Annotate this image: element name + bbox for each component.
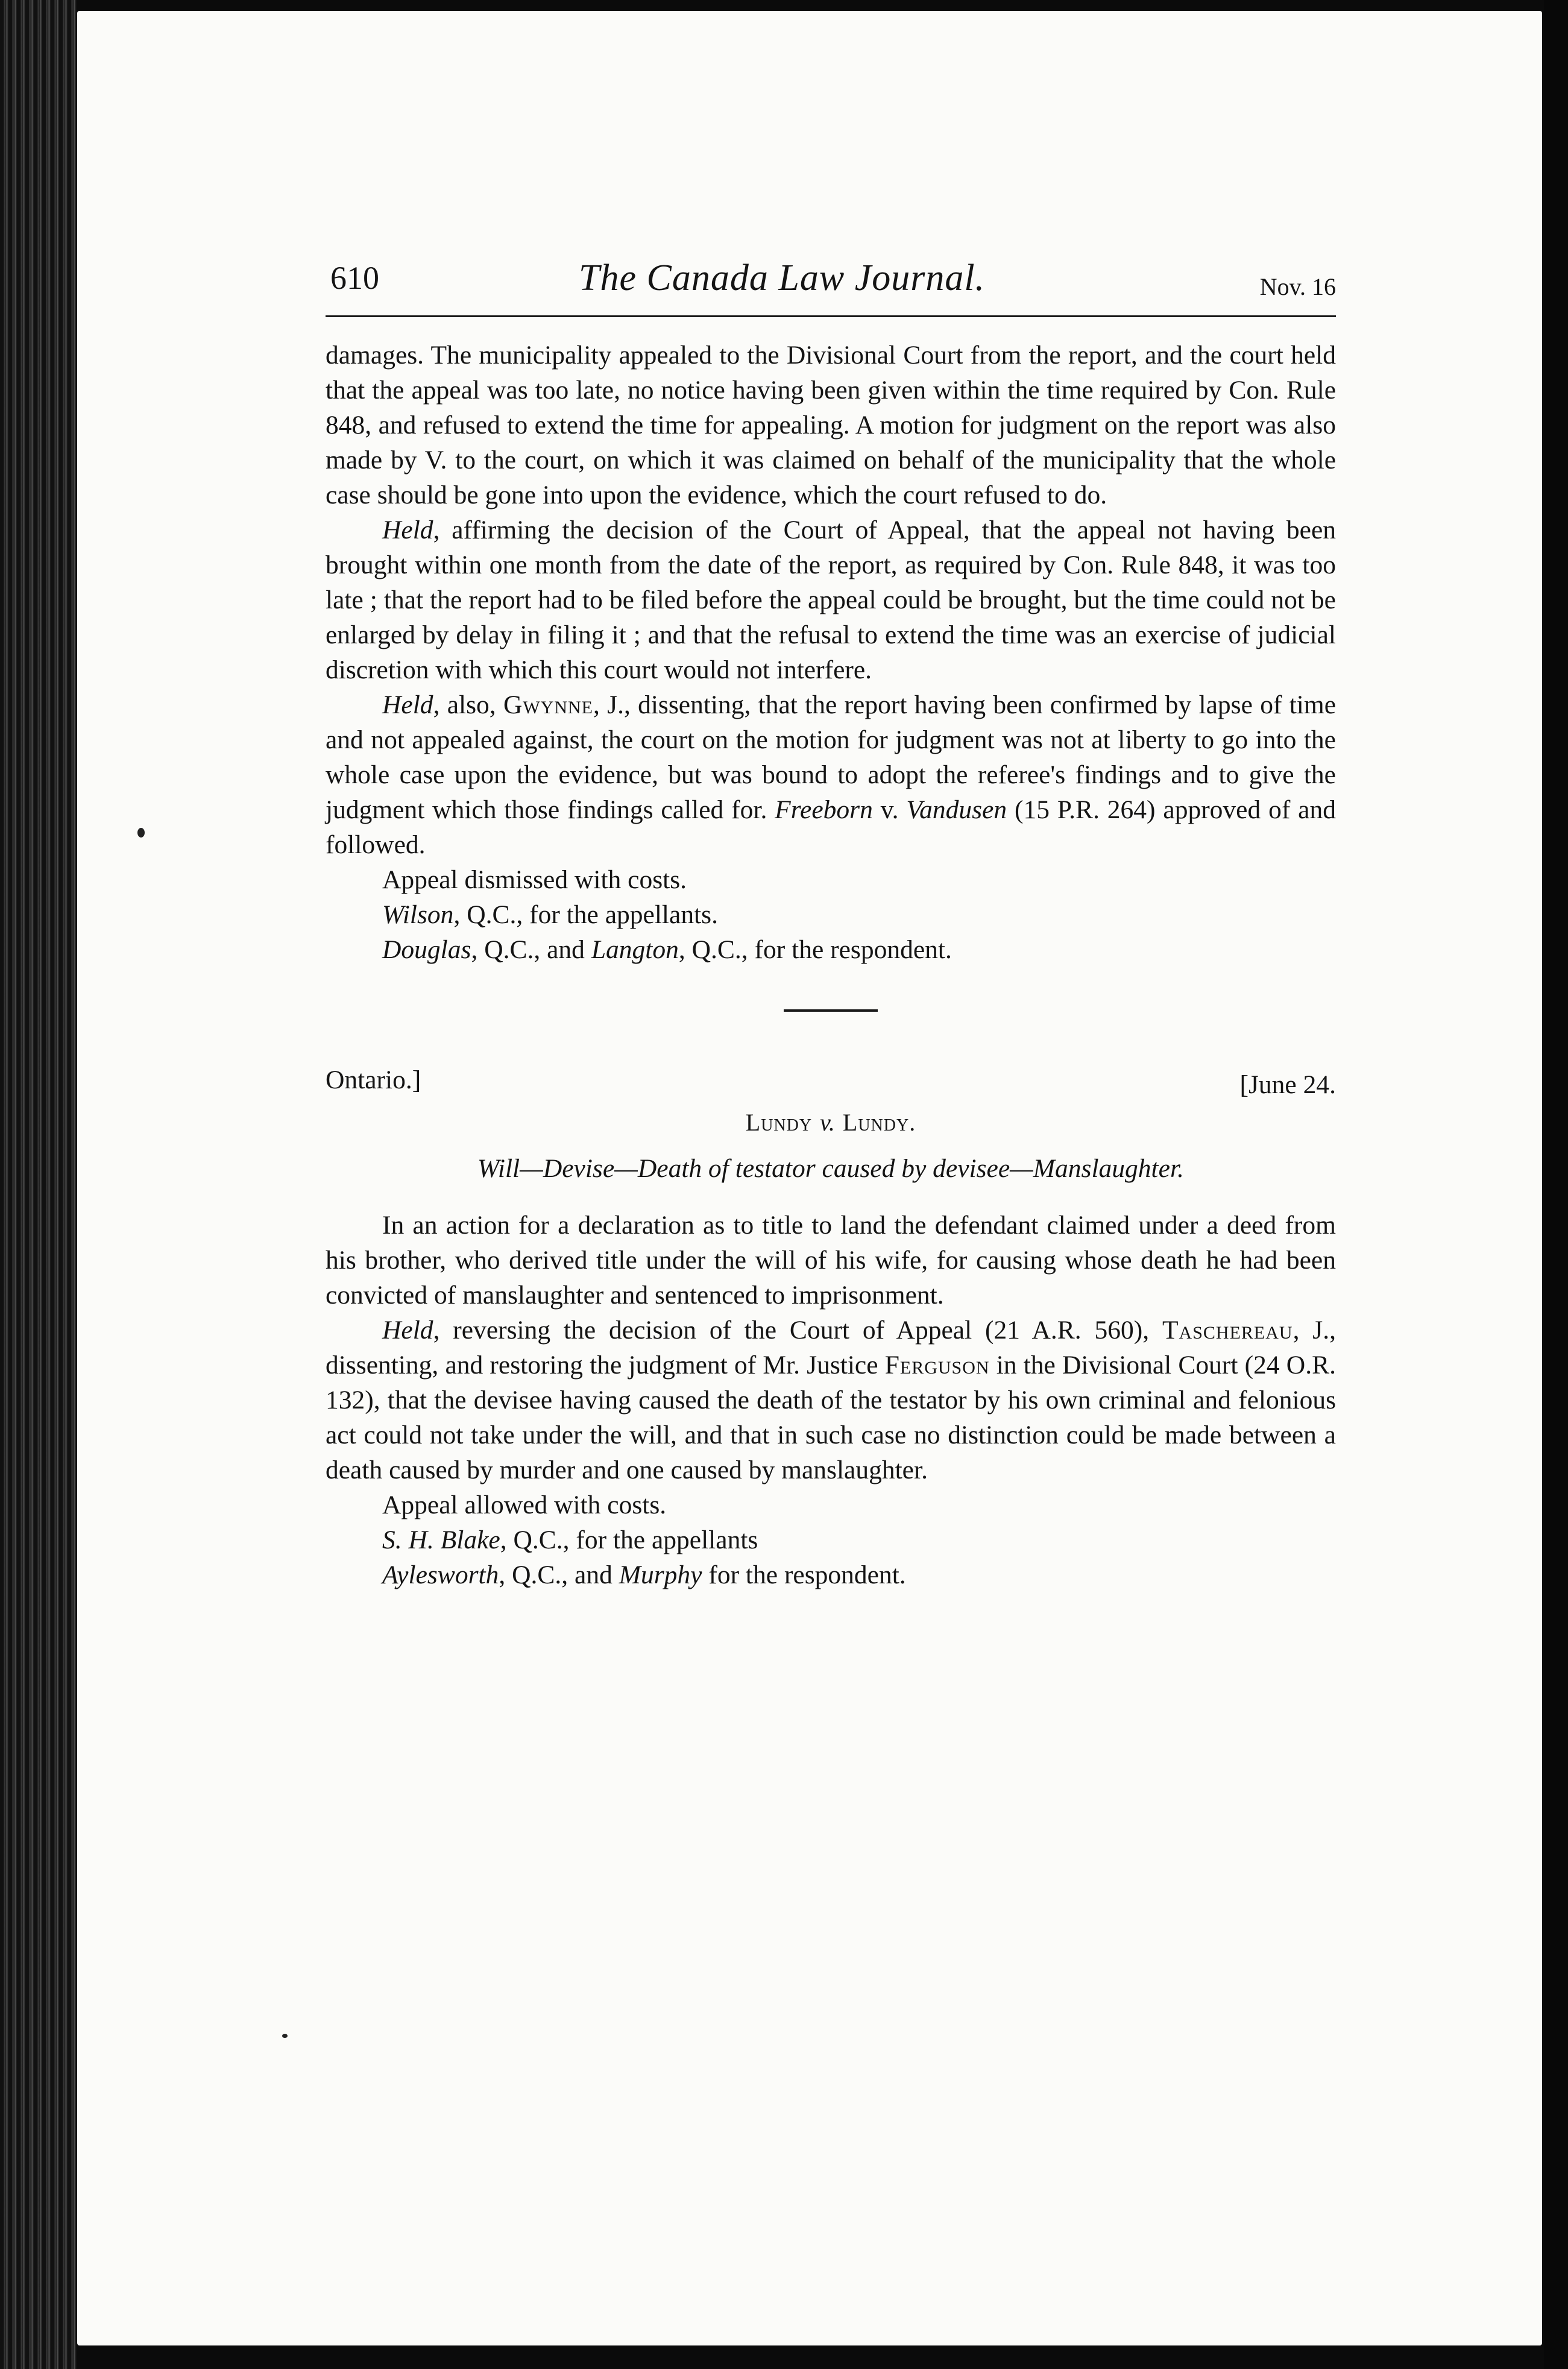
case-one-held-dissent [326,687,1336,862]
counsel-name: Aylesworth [382,1560,499,1589]
page-edge [1544,0,1568,2369]
ink-speck [137,828,145,838]
judge-name: Gwynne [503,690,593,719]
judge-name: Ferguson [884,1351,990,1380]
cited-case-party: Vandusen [906,795,1007,824]
case-one-held [326,513,1336,687]
case-one [326,338,1336,967]
case-two-counsel-respondent [326,1557,1336,1592]
held-word: Held [382,690,433,719]
cited-case-party: Freeborn [775,795,873,824]
case-one-counsel-respondent [326,932,1336,967]
court-name: Ontario.] [326,1065,421,1094]
decision-date: [June 24. [1239,1070,1336,1099]
held-word: Held [382,1316,433,1345]
counsel-name: Langton [591,935,679,964]
counsel-name: Douglas [382,935,471,964]
held-text: in the Divisional Court (24 O.R. 132), that the devisee having caused the death of the testator by his own criminal and felonious act could not take under the will, and that in such case no distinction could be made between a death caused by murder and one caused by manslaughter. [326,1351,1336,1484]
counsel-text: , Q.C., for the appellants [500,1525,758,1554]
held-text: , also, [433,690,503,719]
held-text: , affirming the decision of the Court of Appeal, that the appeal not having been brought within one month from the date of the report, as required by Con. Rule 848, it was too late ; that the report had to be filed before the appeal could be brought, but the time could not be enlarged by delay in filing it ; and that the refusal to extend the time was an exercise of judicial discretion with which this court would not interfere. [326,516,1336,684]
header-rule [326,315,1336,317]
case-versus: v. [820,1109,835,1136]
judge-name: Taschereau [1162,1316,1293,1345]
case-one-disposition: Appeal dismissed with costs. [382,865,687,894]
case-title [326,1108,1336,1137]
cited-case-citation: (15 P.R. 264) approved of and followed. [326,795,1336,859]
held-word: Held [382,516,433,544]
counsel-text: , Q.C., and [471,935,591,964]
counsel-text: , Q.C., for the appellants. [453,900,718,929]
cited-case-versus: v. [872,795,907,824]
case-separator-rule [784,1009,878,1012]
held-text: , J., dissenting, that the report having been confirmed by lapse of time and not appealed against, the court on the motion for judgment was not at liberty to go into the whole case upon the evidence, but was bound to adopt the referee's findings and to give the judgment which those findings called for. [326,690,1337,824]
counsel-text: , Q.C., for the respondent. [678,935,952,964]
counsel-name: Wilson [382,900,454,929]
case-two [326,1208,1336,1592]
case-two-disposition: Appeal allowed with costs. [382,1490,667,1519]
held-text: , J., dissenting, and restoring the judgment of Mr. Justice [326,1316,1336,1380]
case-two-paragraph: In an action for a declaration as to title to land the defendant claimed under a deed from his brother, who derived title under the will of his wife, for causing whose death he had been convicted of manslaughter and sentenced to imprisonment. [326,1211,1336,1310]
held-text: , reversing the decision of the Court of Appeal (21 A.R. 560), [433,1316,1162,1345]
case-one-paragraph: damages. The municipality appealed to the Divisional Court from the report, and the court held that the appeal was too late, no notice having been given within the time required by Con. Rule 848, and refused to extend the time for appealing. A motion for judgment on the report was also made by V. to the court, on which it was claimed on behalf of the municipality that the whole case should be gone into upon the evidence, which the court refused to do. [326,341,1336,509]
counsel-name: Murphy [619,1560,702,1589]
page-content [326,259,1336,1592]
case-party: Lundy [745,1109,813,1136]
court-line [326,1065,1336,1102]
case-headnote: Will—Devise—Death of testator caused by devisee—Manslaughter. [477,1154,1184,1183]
ink-speck [282,2034,288,2038]
running-header [326,259,1336,320]
counsel-text: , Q.C., and [499,1560,619,1589]
page-number: 610 [330,260,379,296]
case-two-held [326,1313,1336,1487]
case-party: Lundy. [842,1109,916,1136]
issue-date: Nov. 16 [1259,273,1336,300]
book-gutter [0,0,77,2369]
counsel-text: for the respondent. [702,1560,906,1589]
case-two-counsel-appellants [326,1522,1336,1557]
counsel-name: S. H. Blake [382,1525,500,1554]
case-one-counsel-appellants [326,897,1336,932]
journal-title: The Canada Law Journal. [579,257,986,298]
